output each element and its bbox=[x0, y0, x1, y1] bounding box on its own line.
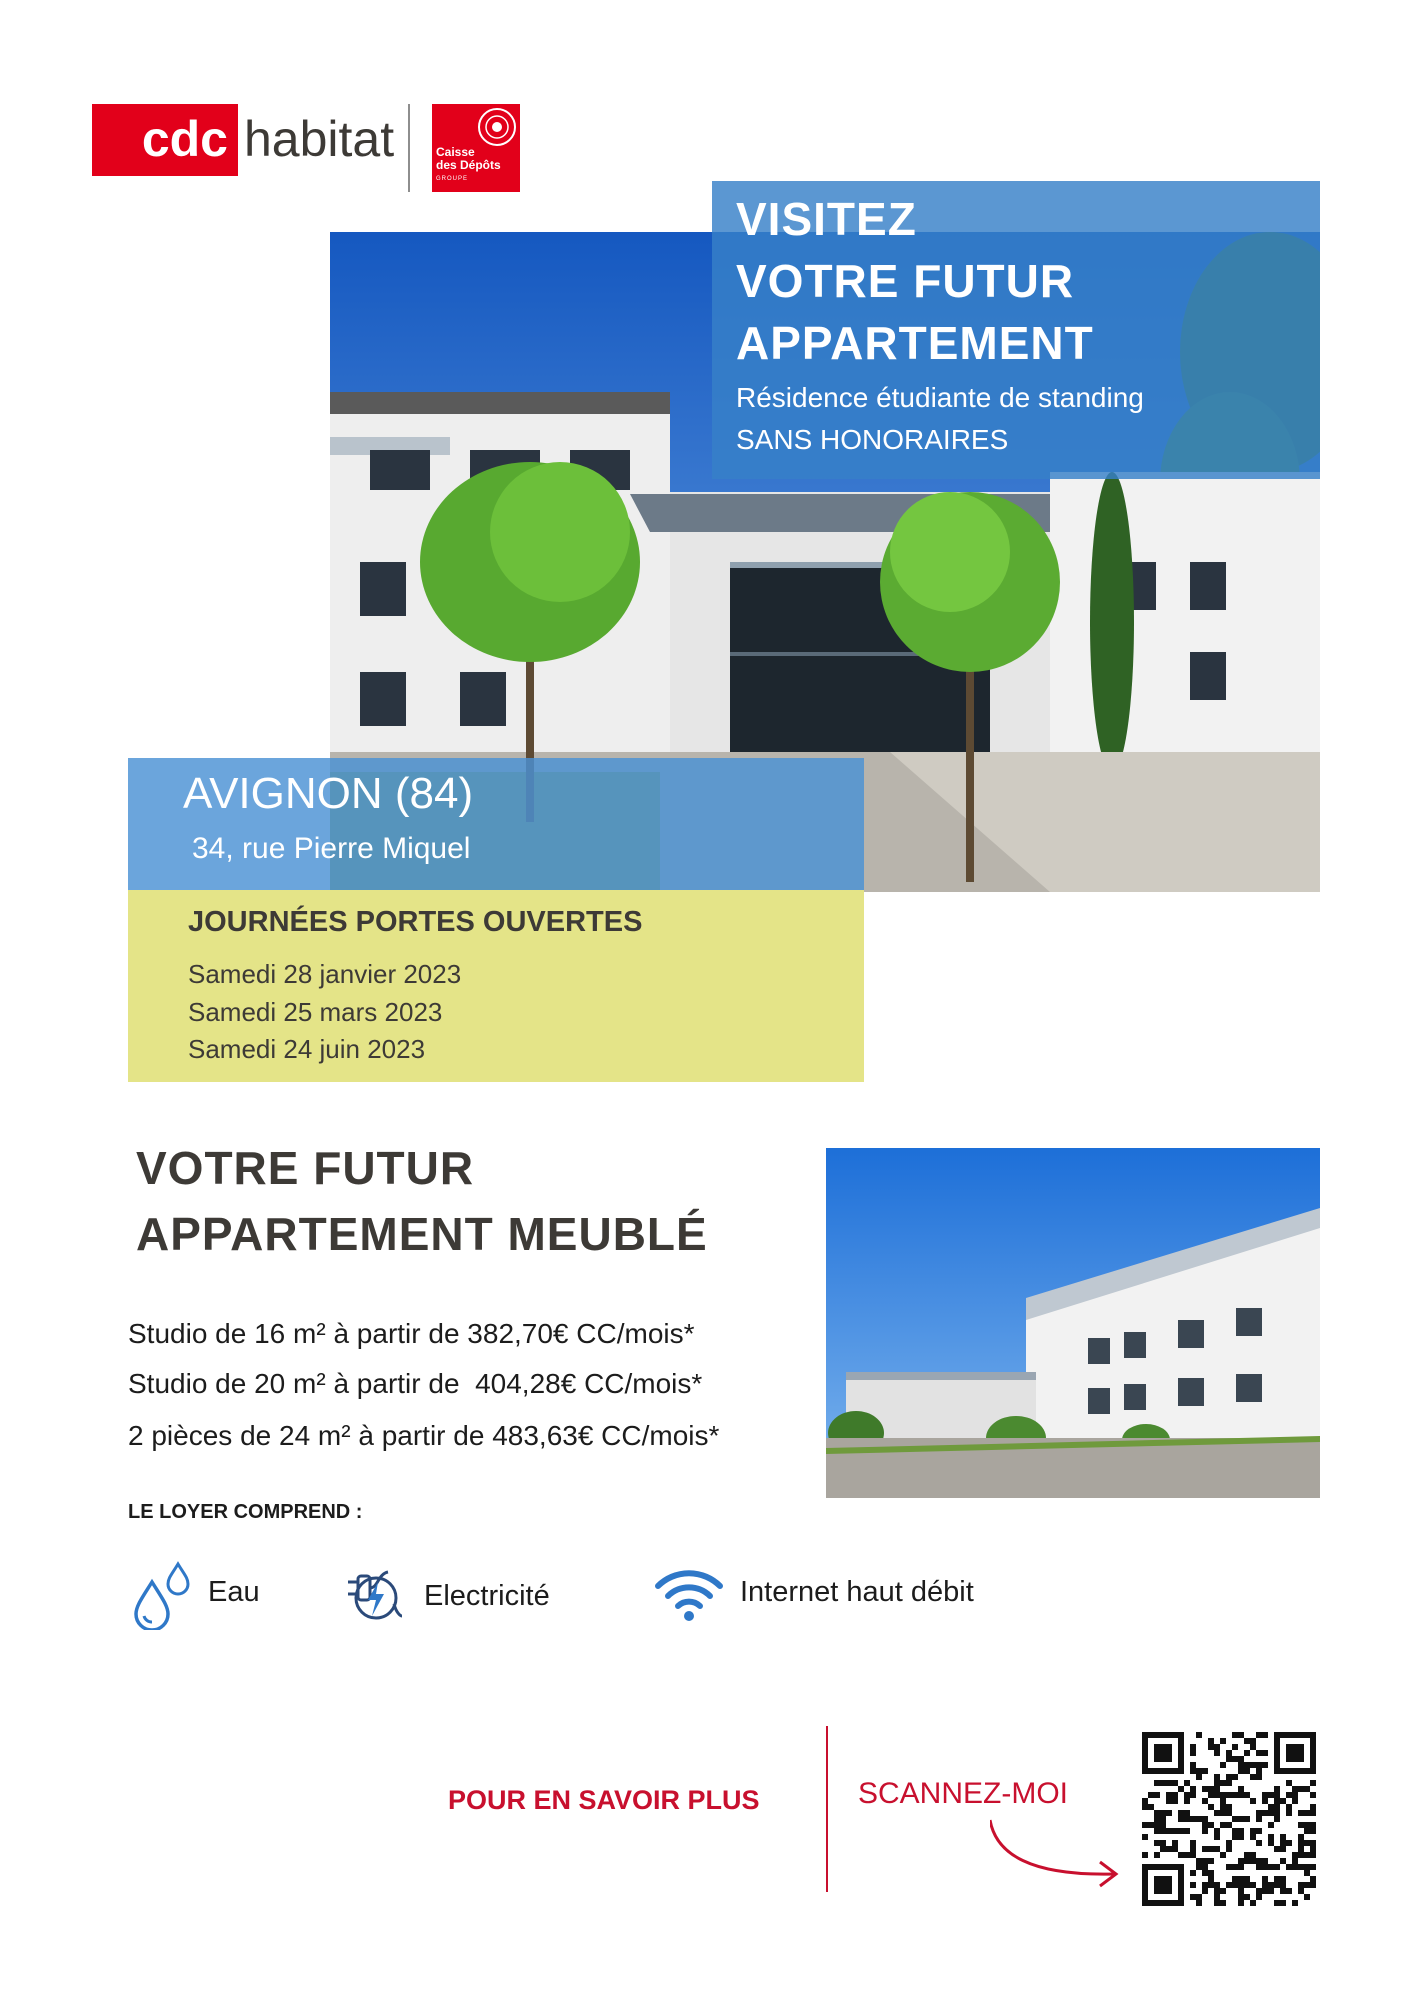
cdc-logo-mark: cdc bbox=[92, 104, 238, 176]
price-line: Studio de 16 m² à partir de 382,70€ CC/mois* bbox=[128, 1318, 695, 1349]
location-panel bbox=[128, 758, 864, 890]
open-day-date: Samedi 24 juin 2023 bbox=[188, 1034, 426, 1064]
hero-title-line-3: APPARTEMENT bbox=[736, 317, 1094, 369]
learn-more-label: POUR EN SAVOIR PLUS bbox=[448, 1785, 760, 1815]
price-line: Studio de 20 m² à partir de 404,28€ CC/mois* bbox=[128, 1368, 703, 1399]
habitat-logo-text: habitat bbox=[244, 111, 395, 167]
price-line: 2 pièces de 24 m² à partir de 483,63€ CC/mois* bbox=[128, 1420, 720, 1451]
street-address: 34, rue Pierre Miquel bbox=[192, 832, 471, 865]
groupe-label: GROUPE bbox=[436, 176, 469, 182]
hero-subtitle: Résidence étudiante de standing bbox=[736, 382, 1144, 413]
no-fees-label: SANS HONORAIRES bbox=[736, 424, 1009, 455]
scan-me-label: SCANNEZ-MOI bbox=[858, 1777, 1068, 1810]
seal-icon bbox=[476, 106, 518, 148]
city-name: AVIGNON (84) bbox=[183, 769, 474, 818]
caisse-label: Caisse bbox=[436, 145, 475, 159]
building-exterior-photo bbox=[826, 1148, 1320, 1498]
cdc-habitat-logo bbox=[92, 104, 395, 176]
hero-title-line-1: VISITEZ bbox=[736, 193, 917, 245]
open-days-title: JOURNÉES PORTES OUVERTES bbox=[188, 906, 643, 938]
rent-includes-label: LE LOYER COMPREND : bbox=[128, 1501, 363, 1523]
offer-heading-line-2: APPARTEMENT MEUBLÉ bbox=[136, 1208, 708, 1260]
open-day-date: Samedi 25 mars 2023 bbox=[188, 997, 443, 1027]
amenity-internet-label: Internet haut débit bbox=[740, 1576, 974, 1608]
caisse-des-depots-logo bbox=[432, 104, 520, 192]
footer-divider bbox=[826, 1726, 828, 1892]
hero-title-line-2: VOTRE FUTUR bbox=[736, 255, 1075, 307]
amenity-electricity-label: Electricité bbox=[424, 1580, 550, 1612]
open-days-panel bbox=[128, 890, 864, 1082]
electricity-icon bbox=[338, 1560, 404, 1630]
water-drop-icon bbox=[130, 1560, 196, 1630]
amenity-water-label: Eau bbox=[208, 1576, 260, 1608]
logo-divider bbox=[408, 104, 410, 192]
qr-code[interactable] bbox=[1142, 1732, 1316, 1906]
offer-heading-line-1: VOTRE FUTUR bbox=[136, 1142, 475, 1194]
open-day-date: Samedi 28 janvier 2023 bbox=[188, 959, 462, 989]
building-exterior-illustration bbox=[826, 1148, 1320, 1498]
wifi-icon bbox=[654, 1560, 724, 1630]
des-depots-label: des Dépôts bbox=[436, 158, 501, 172]
curved-arrow-icon bbox=[990, 1814, 1130, 1894]
hero-title-panel bbox=[712, 181, 1320, 479]
